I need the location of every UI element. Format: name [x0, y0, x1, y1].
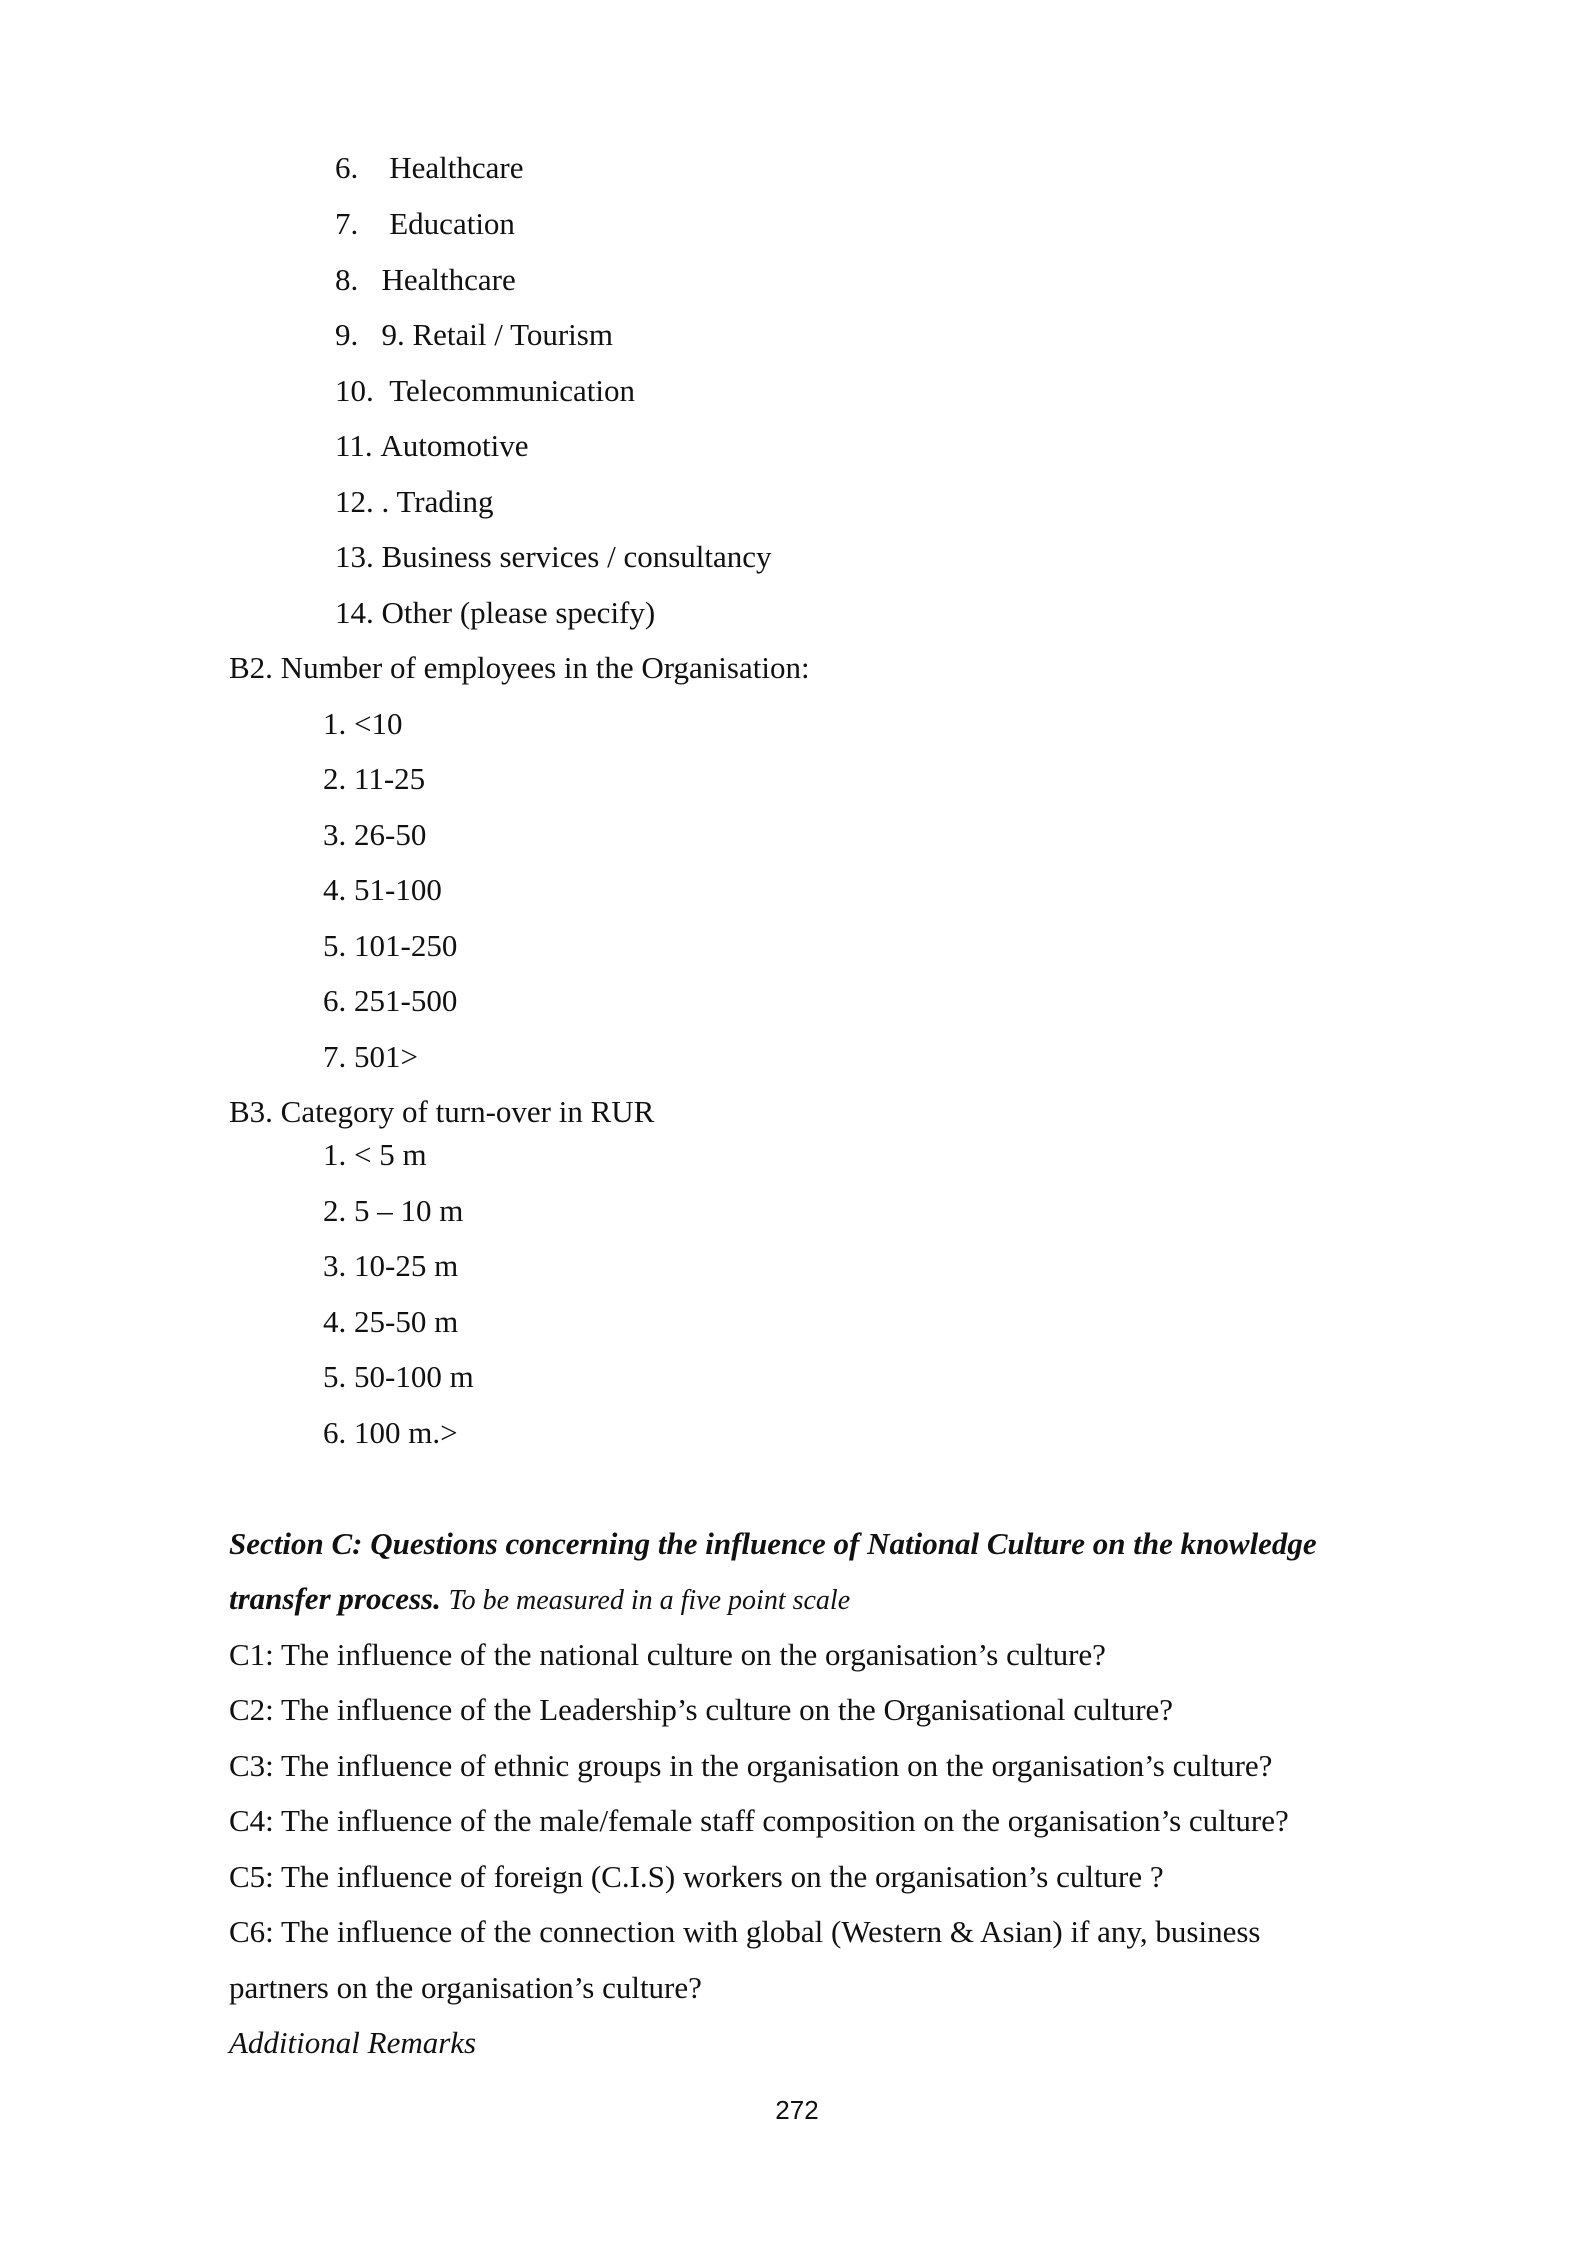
question-c3: C3: The influence of ethnic groups in the organisation on the organisation’s culture? — [229, 1748, 1273, 1783]
sector-item-8: 8. Healthcare — [335, 262, 516, 297]
sector-item-12: 12. . Trading — [335, 484, 494, 519]
question-c6: C6: The influence of the connection with global (Western & Asian) if any, business — [229, 1914, 1261, 1949]
sector-item-6: 6. Healthcare — [335, 150, 524, 185]
section-c-heading-cont — [229, 1579, 850, 1621]
section-c-heading: Section C: Questions concerning the influence of National Culture on the knowledge — [229, 1526, 1317, 1561]
question-c5: C5: The influence of foreign (C.I.S) workers on the organisation’s culture ? — [229, 1859, 1164, 1894]
sector-item-10: 10. Telecommunication — [335, 373, 635, 408]
b3-option-1: 1. < 5 m — [323, 1137, 427, 1172]
b2-option-3: 3. 26-50 — [323, 817, 427, 852]
page-number: 272 — [775, 2095, 819, 2125]
b2-option-7: 7. 501> — [323, 1039, 418, 1074]
question-c2: C2: The influence of the Leadership’s culture on the Organisational culture? — [229, 1692, 1174, 1727]
b3-option-3: 3. 10-25 m — [323, 1248, 459, 1283]
question-b3: B3. Category of turn-over in RUR — [229, 1094, 655, 1129]
question-b2: B2. Number of employees in the Organisation: — [229, 650, 810, 685]
question-c1: C1: The influence of the national culture on the organisation’s culture? — [229, 1637, 1106, 1672]
b2-option-1: 1. <10 — [323, 706, 403, 741]
b3-option-6: 6. 100 m.> — [323, 1415, 458, 1450]
b3-option-5: 5. 50-100 m — [323, 1359, 474, 1394]
question-c6-cont: partners on the organisation’s culture? — [229, 1970, 702, 2005]
section-c-heading-line2: transfer process. — [229, 1581, 441, 1616]
b2-option-4: 4. 51-100 — [323, 872, 442, 907]
b3-option-4: 4. 25-50 m — [323, 1304, 459, 1339]
question-c4: C4: The influence of the male/female staff composition on the organisation’s culture? — [229, 1803, 1289, 1838]
sector-item-11: 11. Automotive — [335, 428, 529, 463]
b2-option-2: 2. 11-25 — [323, 761, 426, 796]
scale-note: To be measured in a five point scale — [448, 1585, 851, 1616]
b2-option-6: 6. 251-500 — [323, 983, 458, 1018]
sector-item-13: 13. Business services / consultancy — [335, 539, 772, 574]
sector-item-14: 14. Other (please specify) — [335, 595, 656, 630]
additional-remarks: Additional Remarks — [229, 2025, 477, 2060]
sector-item-9: 9. 9. Retail / Tourism — [335, 317, 613, 352]
b3-option-2: 2. 5 – 10 m — [323, 1193, 464, 1228]
b2-option-5: 5. 101-250 — [323, 928, 458, 963]
sector-item-7: 7. Education — [335, 206, 515, 241]
